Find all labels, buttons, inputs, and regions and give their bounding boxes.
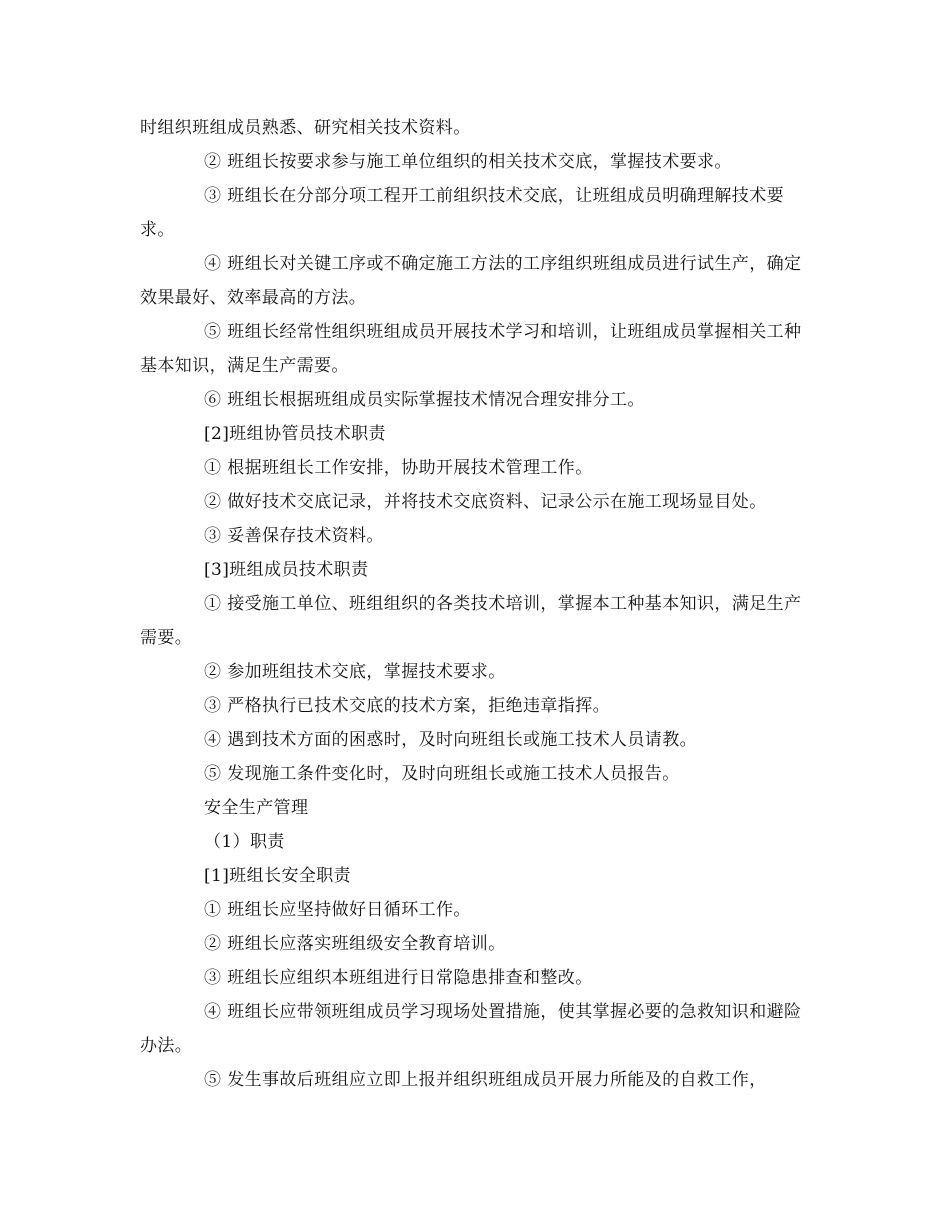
paragraph-5: ⑤ 班组长经常性组织班组成员开展技术学习和培训，让班组成员掌握相关工种基本知识，满足生产需要。	[140, 322, 802, 376]
paragraph-21: ② 班组长应落实班组级安全教育培训。	[204, 934, 506, 954]
document-body	[140, 111, 812, 1097]
paragraph-14: ③ 严格执行已技术交底的技术方案，拒绝违章指挥。	[204, 696, 611, 716]
section-heading-leader-safety: [1]班组长安全职责	[204, 866, 352, 886]
paragraph-22: ③ 班组长应组织本班组进行日常隐患排查和整改。	[204, 968, 593, 988]
section-heading-coordinator: [2]班组协管员技术职责	[204, 424, 386, 444]
paragraph-4: ④ 班组长对关键工序或不确定施工方法的工序组织班组成员进行试生产，确定效果最好、效率最高的方法。	[140, 254, 802, 308]
paragraph-15: ④ 遇到技术方面的困惑时，及时向班组长或施工技术人员请教。	[204, 730, 698, 750]
paragraph-16: ⑤ 发现施工条件变化时，及时向班组长或施工技术人员报告。	[204, 764, 680, 784]
paragraph-3: ③ 班组长在分部分项工程开工前组织技术交底，让班组成员明确理解技术要求。	[140, 186, 785, 240]
paragraph-8: ① 根据班组长工作安排，协助开展技术管理工作。	[204, 458, 593, 478]
paragraph-12: ① 接受施工单位、班组组织的各类技术培训，掌握本工种基本知识，满足生产需要。	[140, 594, 802, 648]
paragraph-20: ① 班组长应坚持做好日循环工作。	[204, 900, 471, 920]
paragraph-13: ② 参加班组技术交底，掌握技术要求。	[204, 662, 506, 682]
paragraph-23: ④ 班组长应带领班组成员学习现场处置措施，使其掌握必要的急救知识和避险办法。	[140, 1002, 802, 1056]
subsection-heading-duties: （1）职责	[204, 832, 285, 852]
paragraph-1: 时组织班组成员熟悉、研究相关技术资料。	[140, 118, 471, 138]
paragraph-9: ② 做好技术交底记录，并将技术交底资料、记录公示在施工现场显目处。	[204, 492, 767, 512]
section-heading-members: [3]班组成员技术职责	[204, 560, 369, 580]
paragraph-2: ② 班组长按要求参与施工单位组织的相关技术交底，掌握技术要求。	[204, 152, 732, 172]
paragraph-10: ③ 妥善保存技术资料。	[204, 526, 384, 546]
paragraph-6: ⑥ 班组长根据班组成员实际掌握技术情况合理安排分工。	[204, 390, 645, 410]
paragraph-24: ⑤ 发生事故后班组应立即上报并组织班组成员开展力所能及的自救工作，	[204, 1070, 767, 1090]
section-heading-safety: 安全生产管理	[204, 798, 309, 818]
